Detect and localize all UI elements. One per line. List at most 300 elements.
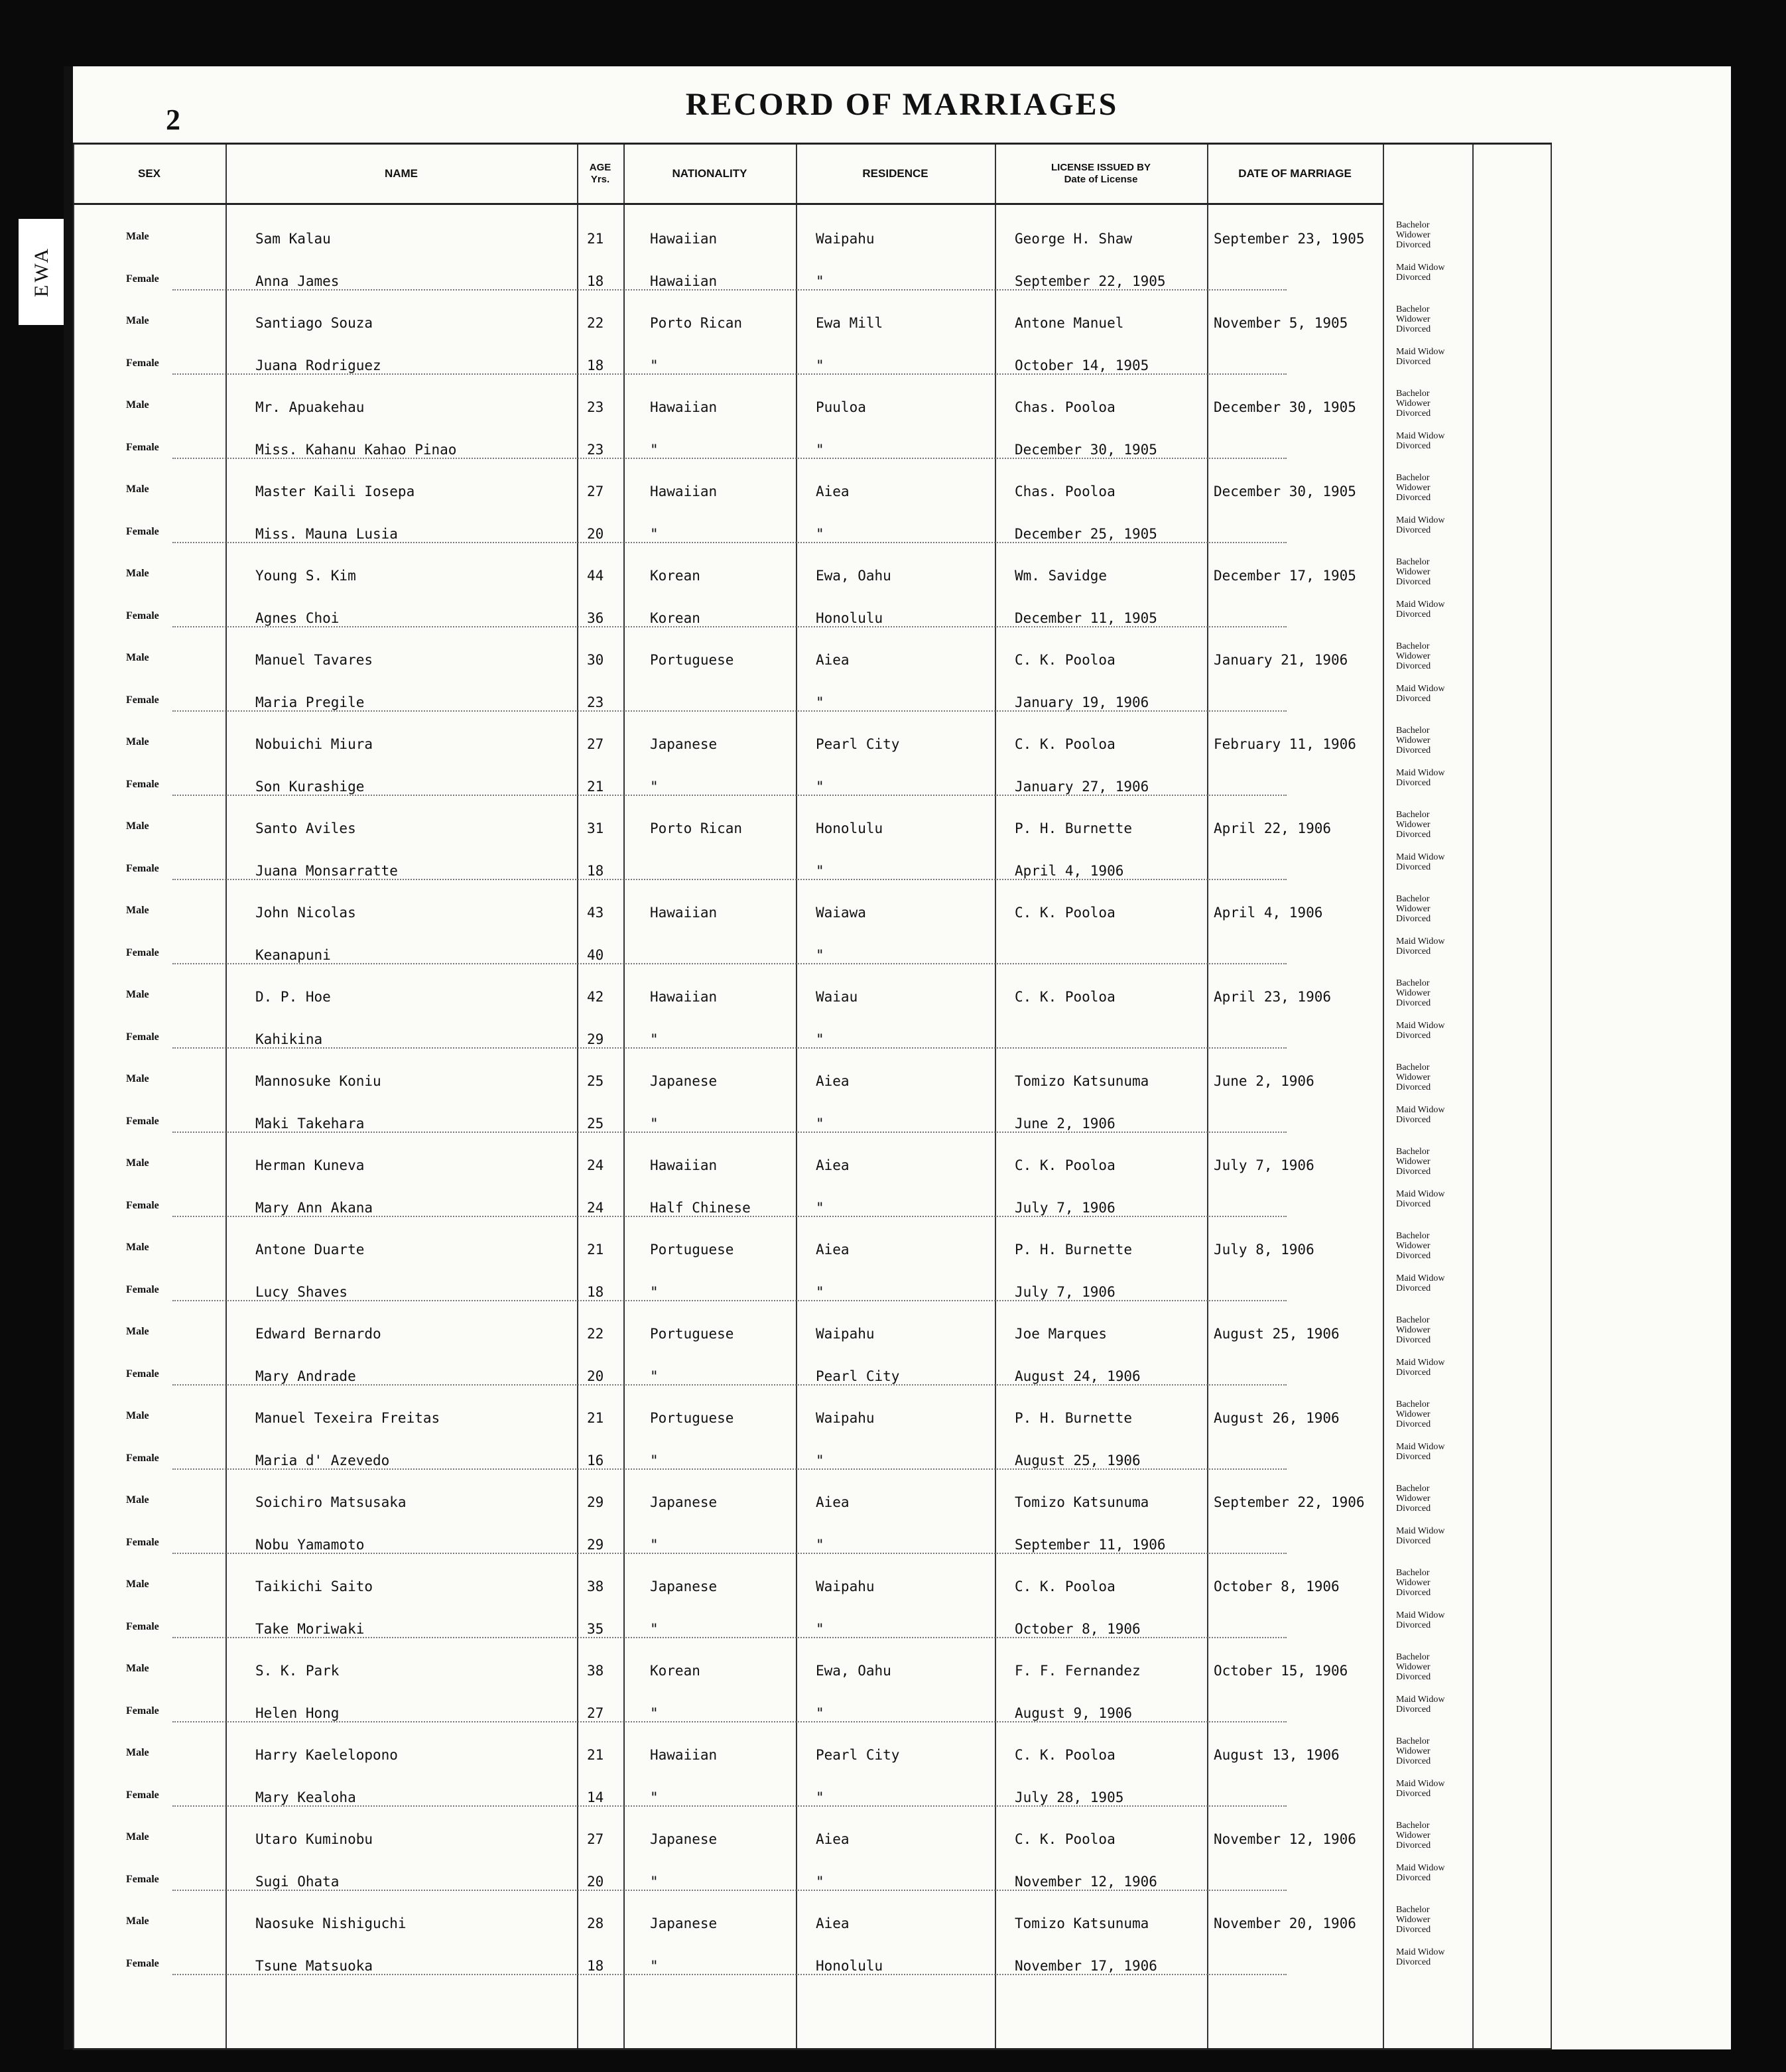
cell-license: Joe Marques [1015,1326,1108,1342]
table-row [73,1860,1552,1902]
cell-age: 35 [587,1620,604,1637]
cell-date: January 21, 1906 [1214,652,1348,668]
cell-nationality: " [650,1115,659,1132]
cell-status: Maid Widow Divorced [1396,767,1445,788]
cell-residence: Honolulu [816,1957,883,1974]
cell-residence: " [816,441,824,458]
cell-status: Maid Widow Divorced [1396,262,1445,283]
cell-nationality: Porto Rican [650,820,743,836]
cell-status: Bachelor Widower Divorced [1396,473,1431,503]
cell-age: 18 [587,1283,604,1300]
cell-date: April 4, 1906 [1214,905,1323,921]
cell-residence: " [816,1199,824,1216]
cell-license: Tomizo Katsunuma [1015,1494,1149,1510]
dotted-leader [172,373,1287,375]
cell-nationality: Japanese [650,1579,718,1594]
cell-status: Maid Widow Divorced [1396,852,1445,872]
header-license-sub: Date of License [1064,174,1138,185]
cell-sex: Male [126,315,149,326]
cell-name: Harry Kaelelopono [255,1747,398,1763]
cell-status: Maid Widow Divorced [1396,430,1445,451]
cell-nationality: Hawaiian [650,1747,718,1763]
dotted-leader [172,1974,1287,1975]
cell-sex: Female [126,1789,159,1801]
cell-license: Antone Manuel [1015,315,1124,331]
cell-residence: " [816,273,824,289]
cell-date: July 7, 1906 [1214,1157,1314,1173]
cell-nationality: " [650,1957,659,1974]
cell-residence: " [816,1115,824,1132]
page-title: RECORD OF MARRIAGES [685,87,1119,122]
table-row [73,386,1552,428]
cell-sex: Female [126,1031,159,1043]
cell-sex: Female [126,1957,159,1969]
cell-age: 18 [587,1957,604,1974]
cell-status: Maid Widow Divorced [1396,1357,1445,1378]
cell-nationality: " [650,1452,659,1468]
cell-license: July 7, 1906 [1015,1199,1116,1216]
cell-residence: Pearl City [816,736,900,752]
header-sex: SEX [73,145,225,205]
header-age [577,145,623,205]
cell-nationality: Japanese [650,1494,718,1510]
cell-nationality: Portuguese [650,1326,734,1342]
cell-age: 18 [587,357,604,373]
cell-name: Son Kurashige [255,778,365,795]
cell-name: Manuel Tavares [255,652,373,668]
cell-residence: Honolulu [816,610,883,626]
cell-nationality: " [650,1620,659,1637]
table-row [73,1945,1552,1986]
cell-license: Chas. Pooloa [1015,484,1116,499]
table-row [73,1102,1552,1144]
cell-nationality: Hawaiian [650,989,718,1005]
cell-sex: Male [126,231,149,242]
header-residence: RESIDENCE [796,145,995,205]
cell-residence: Waiawa [816,905,866,921]
cell-age: 20 [587,525,604,542]
cell-license: August 25, 1906 [1015,1452,1141,1468]
cell-license: August 9, 1906 [1015,1705,1133,1721]
cell-name: John Nicolas [255,905,356,921]
cell-nationality: Hawaiian [650,484,718,499]
cell-name: Naosuke Nishiguchi [255,1915,407,1931]
cell-sex: Male [126,652,149,663]
cell-status: Bachelor Widower Divorced [1396,1652,1431,1682]
table-row [73,681,1552,723]
cell-age: 43 [587,905,604,921]
cell-date: November 20, 1906 [1214,1915,1356,1931]
cell-license: C. K. Pooloa [1015,1831,1116,1847]
cell-residence: Ewa, Oahu [816,1663,891,1679]
cell-age: 18 [587,862,604,879]
cell-residence: Ewa, Oahu [816,568,891,584]
cell-sex: Female [126,778,159,790]
cell-nationality: " [650,1368,659,1384]
table-row [73,1776,1552,1818]
cell-nationality: Hawaiian [650,1157,718,1173]
cell-residence: Waipahu [816,1579,875,1594]
cell-status: Maid Widow Divorced [1396,599,1445,619]
cell-license: P. H. Burnette [1015,1410,1133,1426]
dotted-leader [172,1890,1287,1891]
cell-date: December 17, 1905 [1214,568,1356,584]
cell-residence: Aiea [816,1242,850,1258]
page-number: 2 [166,103,180,136]
dotted-leader [172,626,1287,627]
cell-license: October 8, 1906 [1015,1620,1141,1637]
cell-license: January 19, 1906 [1015,694,1149,710]
margin-label: EWA [19,219,65,325]
cell-nationality: " [650,525,659,542]
cell-nationality: Korean [650,1663,700,1679]
cell-license: December 11, 1905 [1015,610,1157,626]
cell-date: September 22, 1906 [1214,1494,1365,1510]
cell-license: Chas. Pooloa [1015,399,1116,415]
cell-residence: " [816,778,824,795]
cell-age: 25 [587,1115,604,1132]
dotted-leader [172,1132,1287,1133]
cell-residence: Pearl City [816,1747,900,1763]
cell-age: 21 [587,231,604,247]
left-margin-strip [0,0,64,2072]
cell-license: George H. Shaw [1015,231,1133,247]
cell-residence: " [816,1536,824,1553]
cell-age: 30 [587,652,604,668]
cell-name: Juana Rodriguez [255,357,381,373]
cell-date: April 22, 1906 [1214,820,1332,836]
cell-age: 20 [587,1873,604,1890]
cell-age: 27 [587,1705,604,1721]
cell-sex: Female [126,862,159,874]
cell-license: F. F. Fernandez [1015,1663,1141,1679]
dotted-leader [172,1637,1287,1638]
cell-residence: " [816,525,824,542]
cell-status: Maid Widow Divorced [1396,1525,1445,1546]
table-row [73,1439,1552,1481]
header-nationality: NATIONALITY [623,145,796,205]
cell-status: Bachelor Widower Divorced [1396,304,1431,334]
table-row [73,1187,1552,1228]
cell-sex: Male [126,399,149,411]
cell-sex: Male [126,1747,149,1758]
cell-status: Bachelor Widower Divorced [1396,1063,1431,1092]
cell-sex: Female [126,1873,159,1885]
cell-residence: " [816,946,824,963]
cell-name: Kahikina [255,1031,323,1047]
cell-date: August 25, 1906 [1214,1326,1340,1342]
cell-sex: Male [126,905,149,916]
cell-sex: Male [126,484,149,495]
table-row [73,1734,1552,1776]
cell-nationality: " [650,1873,659,1890]
header-age-label: AGE [589,162,611,173]
table-row [73,1060,1552,1102]
cell-nationality: Japanese [650,1915,718,1931]
cell-age: 23 [587,441,604,458]
cell-nationality: " [650,1536,659,1553]
cell-age: 27 [587,1831,604,1847]
table-row [73,1650,1552,1691]
cell-sex: Male [126,1242,149,1253]
table-row [73,976,1552,1017]
cell-name: Juana Monsarratte [255,862,398,879]
cell-nationality: " [650,441,659,458]
cell-status: Bachelor Widower Divorced [1396,1736,1431,1766]
cell-status: Bachelor Widower Divorced [1396,1231,1431,1261]
table-row [73,1397,1552,1439]
cell-name: Mr. Apuakehau [255,399,365,415]
cell-nationality: Hawaiian [650,273,718,289]
cell-residence: Aiea [816,1073,850,1089]
cell-name: Mary Andrade [255,1368,356,1384]
cell-status: Bachelor Widower Divorced [1396,978,1431,1008]
cell-sex: Female [126,1452,159,1464]
cell-date: October 8, 1906 [1214,1579,1340,1594]
table-row [73,1355,1552,1397]
cell-name: Antone Duarte [255,1242,365,1258]
cell-status: Bachelor Widower Divorced [1396,1147,1431,1177]
table-row [73,1818,1552,1860]
cell-residence: " [816,1789,824,1805]
dotted-leader [172,1300,1287,1301]
cell-license: August 24, 1906 [1015,1368,1141,1384]
cell-name: S. K. Park [255,1663,340,1679]
cell-nationality: Korean [650,610,700,626]
cell-license: April 4, 1906 [1015,862,1124,879]
cell-sex: Male [126,1410,149,1421]
cell-license: October 14, 1905 [1015,357,1149,373]
cell-name: Take Moriwaki [255,1620,365,1637]
cell-status: Bachelor Widower Divorced [1396,894,1431,924]
dotted-leader [172,1047,1287,1049]
cell-license: C. K. Pooloa [1015,1747,1116,1763]
cell-residence: " [816,1620,824,1637]
cell-age: 14 [587,1789,604,1805]
cell-license: C. K. Pooloa [1015,1579,1116,1594]
cell-residence: " [816,1283,824,1300]
cell-date: October 15, 1906 [1214,1663,1348,1679]
table-row [73,344,1552,386]
cell-age: 22 [587,315,604,331]
table-row [73,765,1552,807]
cell-license: C. K. Pooloa [1015,652,1116,668]
cell-license: December 30, 1905 [1015,441,1157,458]
cell-name: Soichiro Matsusaka [255,1494,407,1510]
cell-nationality: Hawaiian [650,399,718,415]
cell-age: 27 [587,736,604,752]
dotted-leader [172,710,1287,712]
cell-name: Lucy Shaves [255,1283,348,1300]
cell-license: C. K. Pooloa [1015,905,1116,921]
cell-age: 16 [587,1452,604,1468]
cell-license: C. K. Pooloa [1015,1157,1116,1173]
cell-age: 27 [587,484,604,499]
cell-name: Mannosuke Koniu [255,1073,381,1089]
table-row [73,891,1552,933]
cell-residence: Waiau [816,989,858,1005]
cell-nationality: " [650,1705,659,1721]
dotted-leader [172,1384,1287,1386]
cell-name: Sugi Ohata [255,1873,340,1890]
table-row [73,428,1552,470]
cell-name: Maria Pregile [255,694,365,710]
cell-status: Bachelor Widower Divorced [1396,1568,1431,1598]
cell-residence: Aiea [816,1915,850,1931]
cell-status: Maid Widow Divorced [1396,936,1445,956]
table-row [73,1313,1552,1354]
cell-sex: Male [126,820,149,832]
cell-sex: Male [126,1579,149,1590]
cell-status: Maid Widow Divorced [1396,1104,1445,1125]
cell-sex: Female [126,273,159,285]
cell-sex: Male [126,1915,149,1927]
cell-age: 24 [587,1157,604,1173]
cell-nationality: Portuguese [650,652,734,668]
table-row [73,470,1552,512]
table-row [73,723,1552,765]
table-row [73,218,1552,259]
cell-residence: Waipahu [816,1410,875,1426]
cell-name: Santo Aviles [255,820,356,836]
marriage-table [73,145,1552,2050]
dotted-leader [172,1805,1287,1807]
cell-status: Maid Widow Divorced [1396,515,1445,535]
cell-nationality: " [650,357,659,373]
cell-nationality: " [650,1031,659,1047]
cell-sex: Female [126,1620,159,1632]
cell-name: Miss. Mauna Lusia [255,525,398,542]
cell-nationality: " [650,778,659,795]
table-row [73,1565,1552,1607]
dotted-leader [172,879,1287,880]
cell-status: Maid Widow Divorced [1396,1610,1445,1630]
cell-age: 36 [587,610,604,626]
cell-license: June 2, 1906 [1015,1115,1116,1132]
cell-status: Maid Widow Divorced [1396,1020,1445,1041]
cell-status: Maid Widow Divorced [1396,1441,1445,1462]
cell-date: August 13, 1906 [1214,1747,1340,1763]
cell-license: September 11, 1906 [1015,1536,1166,1553]
cell-sex: Female [126,1536,159,1548]
cell-date: June 2, 1906 [1214,1073,1314,1089]
cell-license: P. H. Burnette [1015,820,1133,836]
cell-name: Edward Bernardo [255,1326,381,1342]
cell-license: C. K. Pooloa [1015,989,1116,1005]
cell-sex: Male [126,736,149,747]
table-row [73,807,1552,849]
table-row [73,1481,1552,1523]
cell-date: November 5, 1905 [1214,315,1348,331]
cell-sex: Female [126,694,159,706]
cell-status: Maid Widow Divorced [1396,1189,1445,1209]
cell-name: Utaro Kuminobu [255,1831,373,1847]
cell-residence: Aiea [816,1494,850,1510]
table-row [73,1228,1552,1270]
cell-license: Wm. Savidge [1015,568,1108,584]
cell-nationality: Portuguese [650,1242,734,1258]
cell-name: Mary Ann Akana [255,1199,373,1216]
cell-age: 29 [587,1494,604,1510]
table-row [73,554,1552,596]
cell-nationality: Japanese [650,1073,718,1089]
cell-nationality: Japanese [650,736,718,752]
cell-residence: " [816,357,824,373]
dotted-leader [172,542,1287,543]
cell-age: 31 [587,820,604,836]
cell-name: Miss. Kahanu Kahao Pinao [255,441,457,458]
cell-license: November 17, 1906 [1015,1957,1157,1974]
cell-nationality: Portuguese [650,1410,734,1426]
cell-age: 38 [587,1663,604,1679]
cell-status: Bachelor Widower Divorced [1396,1821,1431,1850]
cell-age: 18 [587,273,604,289]
cell-name: D. P. Hoe [255,989,331,1005]
cell-residence: " [816,1873,824,1890]
cell-license: September 22, 1905 [1015,273,1166,289]
cell-name: Manuel Texeira Freitas [255,1410,440,1426]
cell-age: 40 [587,946,604,963]
cell-name: Nobuichi Miura [255,736,373,752]
cell-residence: Aiea [816,1157,850,1173]
cell-nationality: Korean [650,568,700,584]
header-license-label: LICENSE ISSUED BY [1051,162,1151,173]
cell-residence: Honolulu [816,820,883,836]
cell-license: July 7, 1906 [1015,1283,1116,1300]
header-date: DATE OF MARRIAGE [1207,145,1383,205]
cell-age: 21 [587,1410,604,1426]
cell-name: Sam Kalau [255,231,331,247]
dotted-leader [172,458,1287,459]
cell-status: Bachelor Widower Divorced [1396,726,1431,755]
cell-name: Young S. Kim [255,568,356,584]
cell-name: Tsune Matsuoka [255,1957,373,1974]
table-row [73,1271,1552,1313]
cell-sex: Male [126,1073,149,1084]
cell-name: Nobu Yamamoto [255,1536,365,1553]
cell-status: Maid Widow Divorced [1396,683,1445,704]
cell-sex: Male [126,1494,149,1506]
cell-age: 29 [587,1031,604,1047]
cell-status: Bachelor Widower Divorced [1396,1399,1431,1429]
cell-status: Maid Widow Divorced [1396,1778,1445,1799]
cell-date: September 23, 1905 [1214,231,1365,247]
cell-date: July 8, 1906 [1214,1242,1314,1258]
cell-age: 25 [587,1073,604,1089]
dotted-leader [172,289,1287,291]
cell-nationality: Porto Rican [650,315,743,331]
cell-status: Bachelor Widower Divorced [1396,810,1431,840]
cell-status: Bachelor Widower Divorced [1396,1905,1431,1935]
cell-name: Taikichi Saito [255,1579,373,1594]
cell-nationality: " [650,1283,659,1300]
cell-status: Bachelor Widower Divorced [1396,1315,1431,1345]
cell-nationality: Hawaiian [650,905,718,921]
table-row [73,850,1552,891]
cell-residence: " [816,1452,824,1468]
cell-sex: Female [126,1705,159,1716]
cell-license: P. H. Burnette [1015,1242,1133,1258]
cell-license: November 12, 1906 [1015,1873,1157,1890]
cell-sex: Male [126,1831,149,1843]
table-row [73,1144,1552,1186]
cell-sex: Male [126,568,149,579]
cell-sex: Female [126,1368,159,1380]
dotted-leader [172,1468,1287,1470]
cell-date: February 11, 1906 [1214,736,1356,752]
cell-sex: Female [126,525,159,537]
cell-name: Agnes Choi [255,610,340,626]
